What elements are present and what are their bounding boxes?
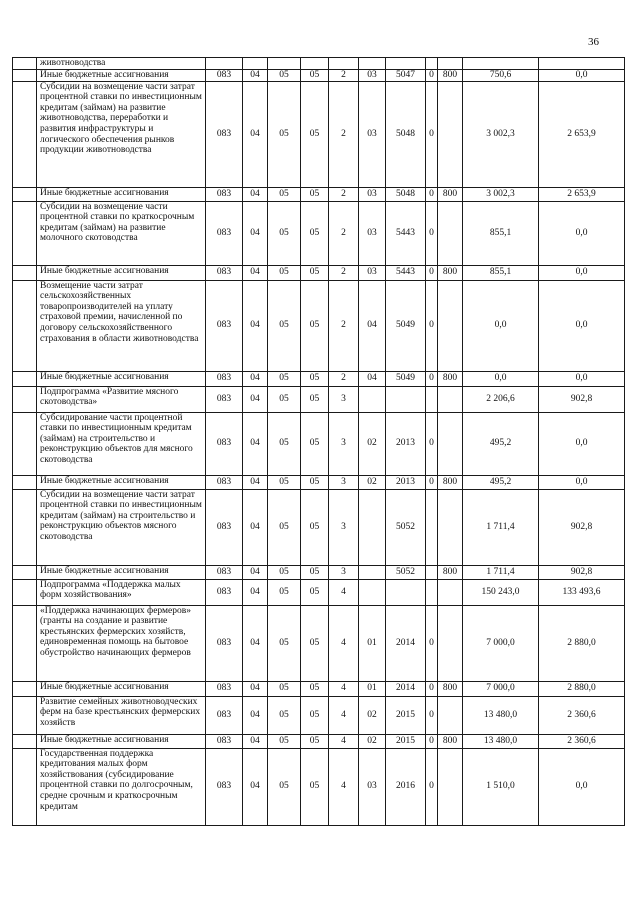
table-row xyxy=(13,386,625,412)
amount-plan: 7 000,0 xyxy=(463,681,539,696)
code-subsection: 05 xyxy=(268,565,301,579)
row-description: Возмещение части затрат сельскохозяйственных товаропроизводителей на уплату страховой премии, начисленной по договору сельскохозяйственного страхования в области животноводства xyxy=(37,280,206,371)
code-sub xyxy=(426,386,438,412)
code-direction: 03 xyxy=(359,187,386,201)
budget-table xyxy=(12,57,625,826)
code-ministry: 083 xyxy=(206,734,243,748)
table-row xyxy=(13,565,625,579)
code-article: 2013 xyxy=(386,475,426,489)
row-description: Иные бюджетные ассигнования xyxy=(37,187,206,201)
code-program: 05 xyxy=(301,386,329,412)
code-program: 05 xyxy=(301,605,329,681)
row-description: Иные бюджетные ассигнования xyxy=(37,565,206,579)
table-row xyxy=(13,734,625,748)
code-direction xyxy=(359,58,386,70)
code-subprogram: 3 xyxy=(329,565,359,579)
code-article: 2014 xyxy=(386,681,426,696)
code-article: 5443 xyxy=(386,201,426,265)
code-direction: 03 xyxy=(359,748,386,825)
row-index-cell xyxy=(13,489,37,565)
amount-plan: 495,2 xyxy=(463,412,539,475)
code-subsection: 05 xyxy=(268,748,301,825)
code-ministry: 083 xyxy=(206,475,243,489)
row-description: Иные бюджетные ассигнования xyxy=(37,475,206,489)
code-ministry: 083 xyxy=(206,69,243,81)
code-program: 05 xyxy=(301,69,329,81)
code-sub: 0 xyxy=(426,81,438,187)
code-direction xyxy=(359,386,386,412)
code-expense-type xyxy=(438,489,463,565)
code-ministry: 083 xyxy=(206,187,243,201)
amount-plan: 13 480,0 xyxy=(463,734,539,748)
code-subprogram: 2 xyxy=(329,280,359,371)
code-section: 04 xyxy=(243,386,268,412)
code-ministry: 083 xyxy=(206,696,243,734)
row-description: Субсидии на возмещение части затрат процентной ставки по инвестиционным кредитам (займам) на строительство и реконструкцию объектов мясного скотоводства xyxy=(37,489,206,565)
code-program: 05 xyxy=(301,81,329,187)
code-article: 2015 xyxy=(386,734,426,748)
code-sub: 0 xyxy=(426,280,438,371)
code-section: 04 xyxy=(243,748,268,825)
code-expense-type: 800 xyxy=(438,565,463,579)
row-index-cell xyxy=(13,371,37,386)
table-row xyxy=(13,748,625,825)
code-expense-type xyxy=(438,201,463,265)
code-direction: 02 xyxy=(359,734,386,748)
table-row xyxy=(13,81,625,187)
code-section: 04 xyxy=(243,489,268,565)
code-subsection: 05 xyxy=(268,696,301,734)
code-sub: 0 xyxy=(426,265,438,280)
code-subprogram: 4 xyxy=(329,748,359,825)
code-sub: 0 xyxy=(426,201,438,265)
code-direction: 03 xyxy=(359,265,386,280)
code-expense-type xyxy=(438,412,463,475)
row-index-cell xyxy=(13,696,37,734)
code-article: 5049 xyxy=(386,280,426,371)
code-expense-type xyxy=(438,605,463,681)
code-subsection: 05 xyxy=(268,605,301,681)
code-subsection: 05 xyxy=(268,69,301,81)
row-description: Субсидии на возмещение части процентной ставки по краткосрочным кредитам (займам) на развитие молочного скотоводства xyxy=(37,201,206,265)
amount-plan: 1 711,4 xyxy=(463,565,539,579)
row-index-cell xyxy=(13,412,37,475)
code-section: 04 xyxy=(243,696,268,734)
code-expense-type xyxy=(438,696,463,734)
code-section: 04 xyxy=(243,280,268,371)
code-article xyxy=(386,579,426,605)
amount-plan: 150 243,0 xyxy=(463,579,539,605)
code-program xyxy=(301,58,329,70)
row-description: Субсидирование части процентной ставки по инвестиционным кредитам (займам) на строительство и реконструкцию объектов для мясного скотоводства xyxy=(37,412,206,475)
row-index-cell xyxy=(13,748,37,825)
amount-actual: 902,8 xyxy=(539,565,625,579)
code-subsection xyxy=(268,58,301,70)
code-program: 05 xyxy=(301,412,329,475)
row-description: Подпрограмма «Поддержка малых форм хозяйствования» xyxy=(37,579,206,605)
table-row xyxy=(13,412,625,475)
code-program: 05 xyxy=(301,579,329,605)
code-sub: 0 xyxy=(426,412,438,475)
code-ministry: 083 xyxy=(206,489,243,565)
code-subprogram: 3 xyxy=(329,386,359,412)
code-ministry: 083 xyxy=(206,81,243,187)
code-expense-type: 800 xyxy=(438,681,463,696)
code-section: 04 xyxy=(243,81,268,187)
code-program: 05 xyxy=(301,187,329,201)
code-direction: 03 xyxy=(359,201,386,265)
code-ministry: 083 xyxy=(206,579,243,605)
code-section: 04 xyxy=(243,681,268,696)
code-article: 2015 xyxy=(386,696,426,734)
amount-plan xyxy=(463,58,539,70)
code-expense-type xyxy=(438,579,463,605)
code-ministry: 083 xyxy=(206,748,243,825)
code-subprogram: 2 xyxy=(329,81,359,187)
code-article: 5443 xyxy=(386,265,426,280)
table-row xyxy=(13,280,625,371)
row-index-cell xyxy=(13,681,37,696)
code-article: 5047 xyxy=(386,69,426,81)
code-sub: 0 xyxy=(426,371,438,386)
code-direction: 03 xyxy=(359,69,386,81)
table-row xyxy=(13,681,625,696)
code-ministry: 083 xyxy=(206,201,243,265)
code-subsection: 05 xyxy=(268,386,301,412)
code-sub: 0 xyxy=(426,681,438,696)
row-description: Субсидии на возмещение части затрат процентной ставки по инвестиционным кредитам (займам) на развитие животноводства, переработки и развития инфраструктуры и логического обеспечения рынков продукции животноводства xyxy=(37,81,206,187)
row-index-cell xyxy=(13,69,37,81)
code-expense-type xyxy=(438,748,463,825)
code-subsection: 05 xyxy=(268,579,301,605)
code-expense-type: 800 xyxy=(438,475,463,489)
code-direction: 03 xyxy=(359,81,386,187)
code-subprogram: 4 xyxy=(329,605,359,681)
code-sub: 0 xyxy=(426,605,438,681)
code-section: 04 xyxy=(243,412,268,475)
amount-actual: 0,0 xyxy=(539,371,625,386)
table-row xyxy=(13,187,625,201)
table-row xyxy=(13,489,625,565)
row-description: Иные бюджетные ассигнования xyxy=(37,265,206,280)
code-direction: 04 xyxy=(359,371,386,386)
row-description: Развитие семейных животноводческих ферм на базе крестьянских фермерских хозяйств xyxy=(37,696,206,734)
code-direction: 02 xyxy=(359,475,386,489)
amount-actual: 902,8 xyxy=(539,489,625,565)
code-subsection: 05 xyxy=(268,187,301,201)
amount-plan: 1 510,0 xyxy=(463,748,539,825)
code-expense-type: 800 xyxy=(438,69,463,81)
code-expense-type: 800 xyxy=(438,734,463,748)
row-index-cell xyxy=(13,475,37,489)
code-direction: 02 xyxy=(359,412,386,475)
code-sub: 0 xyxy=(426,475,438,489)
amount-plan: 7 000,0 xyxy=(463,605,539,681)
code-subsection: 05 xyxy=(268,81,301,187)
code-ministry: 083 xyxy=(206,280,243,371)
table-row xyxy=(13,371,625,386)
code-subsection: 05 xyxy=(268,681,301,696)
amount-actual: 0,0 xyxy=(539,265,625,280)
table-row xyxy=(13,58,625,70)
amount-actual: 0,0 xyxy=(539,69,625,81)
row-description: Иные бюджетные ассигнования xyxy=(37,69,206,81)
code-section: 04 xyxy=(243,565,268,579)
code-sub xyxy=(426,58,438,70)
table-row xyxy=(13,201,625,265)
code-program: 05 xyxy=(301,201,329,265)
amount-plan: 855,1 xyxy=(463,265,539,280)
code-article: 5049 xyxy=(386,371,426,386)
code-expense-type xyxy=(438,280,463,371)
row-index-cell xyxy=(13,579,37,605)
row-index-cell xyxy=(13,386,37,412)
code-subprogram: 3 xyxy=(329,489,359,565)
code-subsection: 05 xyxy=(268,412,301,475)
code-subsection: 05 xyxy=(268,265,301,280)
code-program: 05 xyxy=(301,265,329,280)
amount-plan: 495,2 xyxy=(463,475,539,489)
code-section: 04 xyxy=(243,475,268,489)
code-section xyxy=(243,58,268,70)
code-program: 05 xyxy=(301,734,329,748)
code-article: 2013 xyxy=(386,412,426,475)
code-section: 04 xyxy=(243,187,268,201)
code-sub: 0 xyxy=(426,748,438,825)
row-description: животноводства xyxy=(37,58,206,70)
row-index-cell xyxy=(13,605,37,681)
amount-actual: 0,0 xyxy=(539,201,625,265)
code-sub: 0 xyxy=(426,69,438,81)
code-expense-type xyxy=(438,386,463,412)
code-direction: 02 xyxy=(359,696,386,734)
row-description: Подпрограмма «Развитие мясного скотоводства» xyxy=(37,386,206,412)
code-program: 05 xyxy=(301,371,329,386)
amount-actual: 0,0 xyxy=(539,475,625,489)
code-expense-type xyxy=(438,81,463,187)
code-subprogram: 3 xyxy=(329,412,359,475)
code-subprogram: 4 xyxy=(329,681,359,696)
table-row xyxy=(13,696,625,734)
row-index-cell xyxy=(13,81,37,187)
amount-plan: 3 002,3 xyxy=(463,187,539,201)
table-row xyxy=(13,605,625,681)
amount-actual xyxy=(539,58,625,70)
row-index-cell xyxy=(13,187,37,201)
code-direction xyxy=(359,489,386,565)
row-description: Иные бюджетные ассигнования xyxy=(37,371,206,386)
code-subprogram: 2 xyxy=(329,69,359,81)
amount-actual: 0,0 xyxy=(539,280,625,371)
code-subprogram: 3 xyxy=(329,475,359,489)
row-description: Иные бюджетные ассигнования xyxy=(37,734,206,748)
code-subsection: 05 xyxy=(268,734,301,748)
amount-plan: 1 711,4 xyxy=(463,489,539,565)
row-index-cell xyxy=(13,201,37,265)
row-index-cell xyxy=(13,265,37,280)
amount-actual: 0,0 xyxy=(539,748,625,825)
code-ministry: 083 xyxy=(206,371,243,386)
amount-actual: 0,0 xyxy=(539,412,625,475)
row-index-cell xyxy=(13,280,37,371)
code-ministry: 083 xyxy=(206,265,243,280)
code-article: 2014 xyxy=(386,605,426,681)
code-expense-type xyxy=(438,58,463,70)
page-number: 36 xyxy=(588,36,599,48)
table-row xyxy=(13,265,625,280)
code-sub xyxy=(426,579,438,605)
budget-table-body xyxy=(13,58,625,826)
code-ministry: 083 xyxy=(206,412,243,475)
amount-actual: 2 653,9 xyxy=(539,81,625,187)
row-description: Государственная поддержка кредитования малых форм хозяйствования (субсидирование процентной ставки по долгосрочным, средне срочным и краткосрочным кредитам xyxy=(37,748,206,825)
row-description: Иные бюджетные ассигнования xyxy=(37,681,206,696)
code-article: 2016 xyxy=(386,748,426,825)
code-direction xyxy=(359,565,386,579)
code-section: 04 xyxy=(243,371,268,386)
code-program: 05 xyxy=(301,280,329,371)
table-row xyxy=(13,475,625,489)
amount-actual: 2 653,9 xyxy=(539,187,625,201)
code-article xyxy=(386,58,426,70)
table-row xyxy=(13,69,625,81)
code-subsection: 05 xyxy=(268,201,301,265)
code-direction: 04 xyxy=(359,280,386,371)
row-description: «Поддержка начинающих фермеров» (гранты на создание и развитие крестьянских фермерских хозяйств, единовременная помощь на бытовое обустройство начинающих фермеров xyxy=(37,605,206,681)
code-section: 04 xyxy=(243,734,268,748)
code-section: 04 xyxy=(243,579,268,605)
code-subsection: 05 xyxy=(268,475,301,489)
code-subprogram: 2 xyxy=(329,187,359,201)
code-expense-type: 800 xyxy=(438,371,463,386)
code-direction: 01 xyxy=(359,681,386,696)
code-section: 04 xyxy=(243,605,268,681)
code-ministry xyxy=(206,58,243,70)
code-subprogram: 4 xyxy=(329,734,359,748)
code-article xyxy=(386,386,426,412)
code-sub xyxy=(426,565,438,579)
code-subprogram: 4 xyxy=(329,696,359,734)
code-program: 05 xyxy=(301,489,329,565)
code-direction xyxy=(359,579,386,605)
code-subsection: 05 xyxy=(268,280,301,371)
code-sub xyxy=(426,489,438,565)
amount-plan: 750,6 xyxy=(463,69,539,81)
code-subprogram: 4 xyxy=(329,579,359,605)
row-index-cell xyxy=(13,734,37,748)
amount-plan: 855,1 xyxy=(463,201,539,265)
code-program: 05 xyxy=(301,475,329,489)
code-program: 05 xyxy=(301,696,329,734)
code-subprogram: 2 xyxy=(329,201,359,265)
code-expense-type: 800 xyxy=(438,265,463,280)
code-ministry: 083 xyxy=(206,605,243,681)
code-sub: 0 xyxy=(426,696,438,734)
amount-actual: 2 880,0 xyxy=(539,681,625,696)
amount-actual: 2 360,6 xyxy=(539,734,625,748)
code-program: 05 xyxy=(301,748,329,825)
code-subprogram: 2 xyxy=(329,371,359,386)
amount-actual: 902,8 xyxy=(539,386,625,412)
code-section: 04 xyxy=(243,69,268,81)
table-row xyxy=(13,579,625,605)
code-article: 5052 xyxy=(386,565,426,579)
amount-actual: 2 880,0 xyxy=(539,605,625,681)
code-direction: 01 xyxy=(359,605,386,681)
code-section: 04 xyxy=(243,201,268,265)
code-sub: 0 xyxy=(426,187,438,201)
code-ministry: 083 xyxy=(206,565,243,579)
code-subprogram xyxy=(329,58,359,70)
code-article: 5052 xyxy=(386,489,426,565)
amount-actual: 133 493,6 xyxy=(539,579,625,605)
code-article: 5048 xyxy=(386,81,426,187)
code-section: 04 xyxy=(243,265,268,280)
amount-plan: 2 206,6 xyxy=(463,386,539,412)
code-subsection: 05 xyxy=(268,371,301,386)
amount-plan: 0,0 xyxy=(463,371,539,386)
amount-plan: 3 002,3 xyxy=(463,81,539,187)
amount-plan: 0,0 xyxy=(463,280,539,371)
row-index-cell xyxy=(13,565,37,579)
code-ministry: 083 xyxy=(206,681,243,696)
code-subsection: 05 xyxy=(268,489,301,565)
row-index-cell xyxy=(13,58,37,70)
code-program: 05 xyxy=(301,565,329,579)
amount-plan: 13 480,0 xyxy=(463,696,539,734)
code-article: 5048 xyxy=(386,187,426,201)
code-subprogram: 2 xyxy=(329,265,359,280)
code-program: 05 xyxy=(301,681,329,696)
code-sub: 0 xyxy=(426,734,438,748)
code-ministry: 083 xyxy=(206,386,243,412)
code-expense-type: 800 xyxy=(438,187,463,201)
amount-actual: 2 360,6 xyxy=(539,696,625,734)
